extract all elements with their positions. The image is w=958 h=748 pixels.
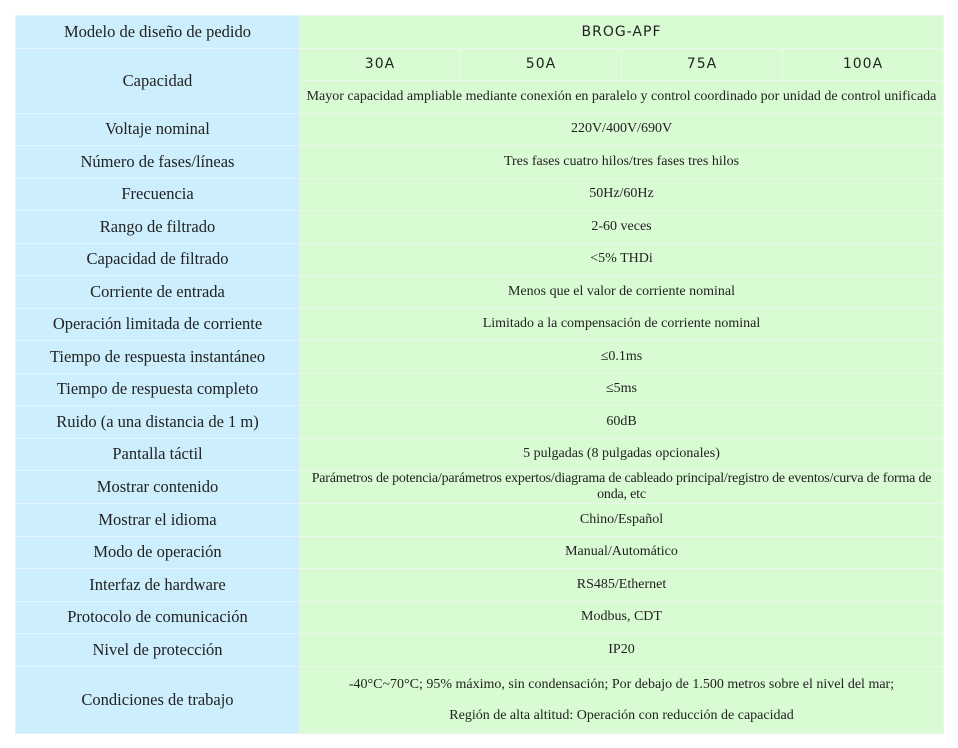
row-value: 60dB: [300, 406, 944, 439]
row-label: Condiciones de trabajo: [16, 666, 300, 733]
row-value: IP20: [300, 634, 944, 667]
row-value: Parámetros de potencia/parámetros expertos/diagrama de cableado principal/registro de eventos/curva de forma de onda, etc: [300, 471, 944, 504]
table-row: [16, 601, 944, 634]
table-row: [16, 634, 944, 667]
row-value: 50Hz/60Hz: [300, 178, 944, 211]
working-line-2: Región de alta altitud: Operación con reducción de capacidad: [449, 707, 794, 723]
row-label: Voltaje nominal: [16, 113, 300, 146]
row-value: RS485/Ethernet: [300, 569, 944, 602]
row-model: [16, 16, 944, 49]
row-label: Tiempo de respuesta completo: [16, 373, 300, 406]
row-label: Interfaz de hardware: [16, 569, 300, 602]
row-label: Protocolo de comunicación: [16, 601, 300, 634]
row-label: Capacidad: [16, 48, 300, 113]
row-value: Tres fases cuatro hilos/tres fases tres hilos: [300, 146, 944, 179]
table-row: [16, 536, 944, 569]
row-value: <5% THDi: [300, 243, 944, 276]
row-value: Menos que el valor de corriente nominal: [300, 276, 944, 309]
row-label: Nivel de protección: [16, 634, 300, 667]
row-value: [300, 666, 944, 733]
row-label: Modelo de diseño de pedido: [16, 16, 300, 49]
row-label: Capacidad de filtrado: [16, 243, 300, 276]
row-value: 220V/400V/690V: [300, 113, 944, 146]
row-value: Manual/Automático: [300, 536, 944, 569]
row-value: Chino/Español: [300, 504, 944, 537]
row-value: ≤0.1ms: [300, 341, 944, 374]
row-label: Rango de filtrado: [16, 211, 300, 244]
table-row: [16, 406, 944, 439]
row-label: Ruido (a una distancia de 1 m): [16, 406, 300, 439]
row-working-conditions: [16, 666, 944, 733]
row-value: ≤5ms: [300, 373, 944, 406]
row-label: Mostrar el idioma: [16, 504, 300, 537]
table-row: [16, 146, 944, 179]
row-label: Pantalla táctil: [16, 438, 300, 471]
row-value: 5 pulgadas (8 pulgadas opcionales): [300, 438, 944, 471]
table-row: [16, 308, 944, 341]
table-row: [16, 113, 944, 146]
table-row: [16, 341, 944, 374]
row-label: Mostrar contenido: [16, 471, 300, 504]
row-label: Frecuencia: [16, 178, 300, 211]
table-row: [16, 471, 944, 504]
capacity-option: 100A: [783, 48, 944, 81]
row-label: Número de fases/líneas: [16, 146, 300, 179]
row-capacity: [16, 48, 944, 81]
table-row: [16, 373, 944, 406]
model-value: BROG-APF: [300, 16, 944, 49]
row-label: Corriente de entrada: [16, 276, 300, 309]
table-row: [16, 438, 944, 471]
row-label: Operación limitada de corriente: [16, 308, 300, 341]
table-row: [16, 504, 944, 537]
spec-table: [15, 15, 944, 734]
table-row: [16, 276, 944, 309]
working-line-1: -40°C~70°C; 95% máximo, sin condensación; Por debajo de 1.500 metros sobre el nivel del mar;: [348, 676, 895, 692]
row-value: 2-60 veces: [300, 211, 944, 244]
row-label: Tiempo de respuesta instantáneo: [16, 341, 300, 374]
capacity-option: 50A: [461, 48, 622, 81]
row-value: Limitado a la compensación de corriente nominal: [300, 308, 944, 341]
capacity-option: 30A: [300, 48, 461, 81]
row-value: Modbus, CDT: [300, 601, 944, 634]
row-label: Modo de operación: [16, 536, 300, 569]
table-row: [16, 211, 944, 244]
capacity-note: Mayor capacidad ampliable mediante conexión en paralelo y control coordinado por unidad de control unificada: [300, 81, 944, 114]
table-row: [16, 243, 944, 276]
capacity-option: 75A: [622, 48, 783, 81]
table-row: [16, 569, 944, 602]
table-row: [16, 178, 944, 211]
